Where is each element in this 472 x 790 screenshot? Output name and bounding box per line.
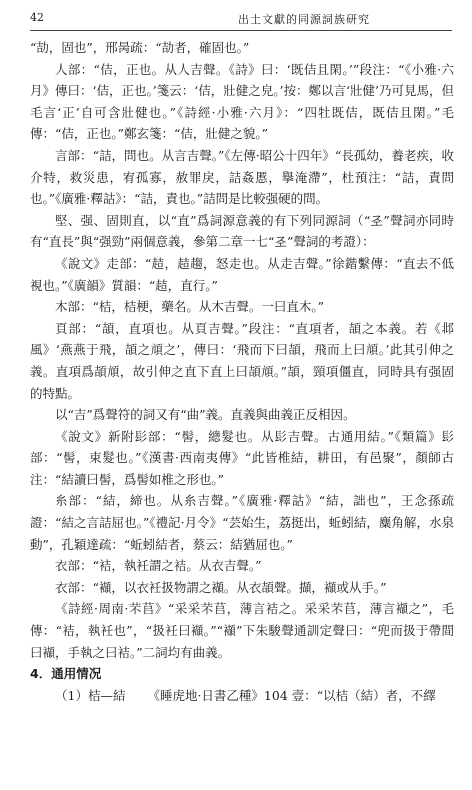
paragraph-9: 《說文》新附髟部：“髻，總髮也。从髟吉聲。古通用結。”《類篇》髟部：“髻，束髮也。”《漢書·西南夷傳》“此皆椎結，耕田，有邑聚”，顏師古注：“結讀曰髻，爲髻如椎之形也。” (30, 428, 454, 487)
usage-line (30, 685, 454, 707)
paragraph-10: 糸部：“結，締也。从糸吉聲。”《廣雅·釋詁》“結，詘也”，王念孫疏證：“結之言詰屈也。”《禮記·月令》“芸始生，荔挺出，蚯蚓結，麋角解，水泉動”，孔穎達疏：“蚯蚓結者，蔡云：結猶屈也。” (30, 493, 454, 552)
paragraph-1: “劼，固也”，邢昺疏：“劼者，確固也。” (30, 40, 250, 55)
paragraph-7: 頁部：“頡，直項也。从頁吉聲。”段注：“直項者，頡之本義。若《邶風》‘燕燕于飛，頡之頏之’，傳曰：‘飛而下曰頡，飛而上曰頏。’此其引伸之義。直項爲頡頏，故引伸之直下直上曰頡頏。”頡，頸項僵直，同時具有强固的特點。 (30, 320, 454, 401)
usage-text: 《睡虎地·日書乙種》104 壹：“以桔（結）者，不 (147, 687, 424, 703)
paragraph-3: 言部：“詰，問也。从言吉聲。”《左傳·昭公十四年》“長孤幼，養老疾，收介特，救災患，宥孤寡，赦罪戾，詰姦慝，擧淹滯”，杜預注：“詰，責問也。”《廣雅·釋詁》：“詰，責也。”詰問是比較强硬的問。 (30, 147, 454, 207)
paragraph-6: 木部：“桔，桔梗，藥名。从木吉聲。一曰直木。” (55, 299, 325, 315)
paragraph-11: 衣部：“袺，執衽謂之袺。从衣吉聲。” (55, 558, 262, 574)
paragraph-8: 以“吉”爲聲符的詞又有“曲”義。直義與曲義正反相因。 (55, 407, 356, 423)
body-text (30, 37, 454, 706)
running-title: 出土文獻的同源詞族研究 (238, 13, 370, 26)
paragraph-13: 《詩經·周南·芣苢》“采采芣苢，薄言袺之。采采芣苢，薄言襭之”，毛傳：“袺，執衽也”，“扱衽曰襭。”“襭”下朱駿聲通訓定聲曰：“兜而扱于帶間曰襭，手執之曰袺。”二詞均有曲義。 (30, 601, 454, 660)
section-heading: 4．通用情况 (30, 666, 102, 682)
paragraph-5: 《說文》走部：“趌，趌趨，怒走也。从走吉聲。”徐鍇繫傳：“直去不低視也。”《廣韻》質韻：“趌，直行。” (30, 255, 454, 293)
paragraph-12: 衣部：“襭，以衣衽扱物謂之襭。从衣頡聲。擷，襭或从手。” (55, 579, 387, 595)
usage-label: （1）桔—結 (55, 687, 126, 703)
paragraph-2: 人部：“佶，正也。从人吉聲。《詩》曰：‘既佶且閑。’”段注：“《小雅·六月》傳曰：‘佶，正也。’箋云：‘佶，壯健之皃。’按：鄭以言‘壯健’乃可見馬，但毛言‘正’自可含壯健也。”《詩經·小雅·六月》：“四牡既佶，既佶且閑。”毛傳：“佶，正也。”鄭玄箋：“佶，壯健之貌。” (30, 61, 454, 142)
page-number: 42 (30, 11, 44, 24)
page-header (30, 8, 452, 31)
paragraph-4: 堅、强、固則直，以“直”爲詞源意義的有下列同源詞（“𢀖”聲詞亦同時有“直長”與“强勁”兩個意義，參第二章一七“𢀖”聲詞的考證）： (30, 212, 454, 250)
usage-last-glyph: 繹 (423, 687, 436, 703)
